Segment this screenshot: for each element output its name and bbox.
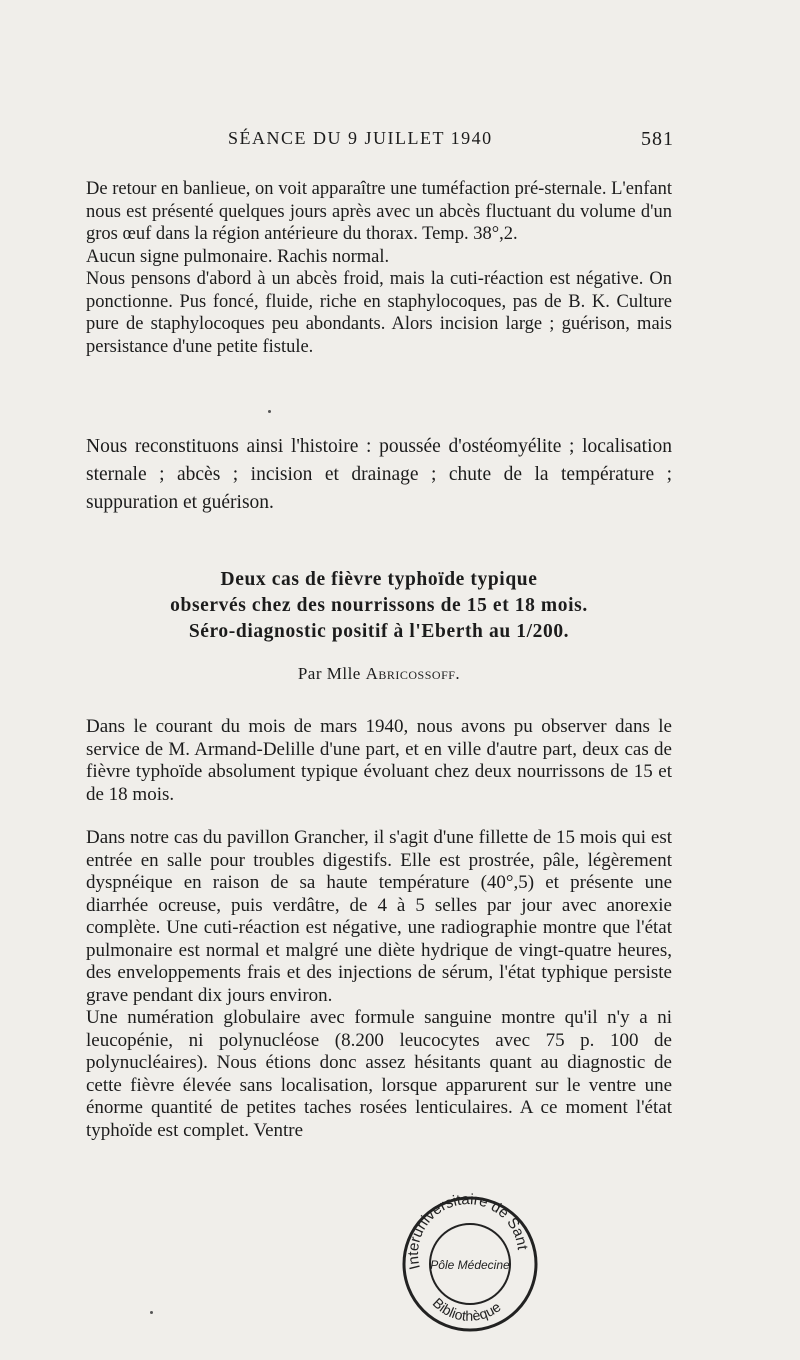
paragraph: Aucun signe pulmonaire. Rachis normal. (86, 246, 390, 267)
title-line: Deux cas de fièvre typhoïde typique (220, 569, 538, 590)
article-title (86, 567, 672, 645)
paragraph: Dans notre cas du pavillon Grancher, il s'agit d'une fillette de 15 mois qui est entrée en salle pour troubles digestifs. Elle est prostrée, pâle, légèrement dyspnéique en raison de sa haute température (40°,5) et présente une diarrhée ocreuse, puis verdâtre, de 4 à 5 selles par jour avec anorexie complète. Une cuti-réaction est négative, une radiographie montre que l'état pulmonaire est normal et malgré une diète hydrique de vingt-quatre heures, des enveloppements frais et des injections de sérum, l'état typhique persiste grave pendant dix jours environ. (86, 827, 672, 1006)
stamp-graphic (398, 1192, 542, 1336)
title-line: observés chez des nourrissons de 15 et 18 mois. (170, 595, 588, 616)
case-description (86, 827, 672, 1142)
byline-author: Abricossoff. (365, 664, 461, 683)
library-stamp (398, 1192, 542, 1336)
stamp-center-text: Pôle Médecine (430, 1258, 510, 1272)
paragraph: De retour en banlieue, on voit apparaître une tuméfaction pré-sternale. L'enfant nous est présenté quelques jours après avec un abcès fluctuant du volume d'un gros œuf dans la région antérieure du thorax. Temp. 38°,2. (86, 179, 672, 244)
summary-paragraph: Nous reconstituons ainsi l'histoire : poussée d'ostéomyélite ; localisation sternale ; abcès ; incision et drainage ; chute de la température ; suppuration et guérison. (86, 436, 672, 513)
title-line: Séro-diagnostic positif à l'Eberth au 1/200. (188, 621, 570, 642)
ink-speck (268, 410, 271, 413)
paragraph: Nous pensons d'abord à un abcès froid, mais la cuti-réaction est négative. On ponctionne. Pus foncé, fluide, riche en staphylocoques, pas de B. K. Culture pure de staphylocoques peu abondants. Alors incision large ; guérison, mais persistance d'une petite fistule. (86, 269, 672, 357)
byline-prefix: Par Mlle (297, 664, 361, 683)
page-number: 581 (641, 128, 674, 150)
intro-paragraph: Dans le courant du mois de mars 1940, nous avons pu observer dans le service de M. Armand-Delille d'une part, et en ville d'autre part, deux cas de fièvre typhoïde absolument typique évoluant chez deux nourrissons de 15 et de 18 mois. (86, 716, 672, 805)
continued-text (86, 178, 672, 358)
stamp-bottom-text: Bibliothèque (429, 1294, 504, 1324)
ink-speck (150, 1311, 153, 1314)
stamp-outer-text: Interuniversitaire de Sant (404, 1192, 531, 1272)
running-title: SÉANCE DU 9 JUILLET 1940 (228, 128, 493, 148)
svg-text:Bibliothèque (430, 1295, 504, 1324)
byline (86, 664, 672, 684)
paragraph: Une numération globulaire avec formule sanguine montre qu'il n'y a ni leucopénie, ni polynucléose (8.200 leucocytes avec 75 p. 100 de polynucléaires). Nous étions donc assez hésitants quant au diagnostic de cette fièvre élevée sans localisation, lorsque apparurent sur le ventre une énorme quantité de petites taches rosées lenticulaires. A ce moment l'état typhoïde est complet. Ventre (86, 1007, 672, 1141)
